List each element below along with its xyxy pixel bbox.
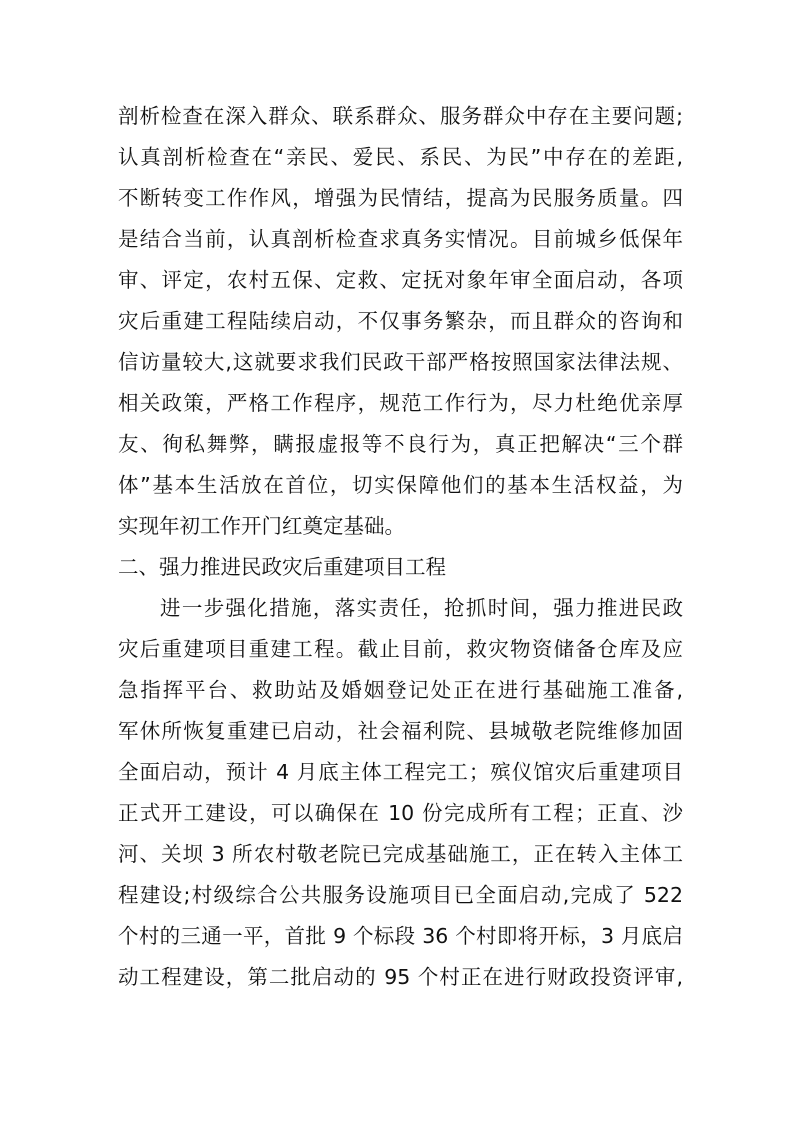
section-paragraph-line: 军休所恢复重建已启动，社会福利院、县城敬老院维修加固 xyxy=(118,719,683,743)
paragraph-line: 友、徇私舞弊，瞒报虚报等不良行为，真正把解决“三个群 xyxy=(118,432,683,456)
section-paragraph-line: 进一步强化措施，落实责任，抢抓时间，强力推进民政 xyxy=(160,596,683,620)
paragraph-line: 实现年初工作开门红奠定基础。 xyxy=(118,514,405,538)
paragraph-line: 相关政策，严格工作程序，规范工作行为，尽力杜绝优亲厚 xyxy=(118,391,683,415)
section-paragraph-line: 程建设;村级综合公共服务设施项目已全面启动,完成了 522 xyxy=(118,883,683,907)
section-paragraph-line: 个村的三通一平，首批 9 个标段 36 个村即将开标，3 月底启 xyxy=(118,924,683,948)
section-paragraph-line: 动工程建设，第二批启动的 95 个村正在进行财政投资评审, xyxy=(118,965,683,989)
section-paragraph-line: 灾后重建项目重建工程。截止目前，救灾物资储备仓库及应 xyxy=(118,637,683,661)
paragraph-line: 信访量较大,这就要求我们民政干部严格按照国家法律法规、 xyxy=(118,350,683,374)
paragraph-line: 体”基本生活放在首位，切实保障他们的基本生活权益，为 xyxy=(118,473,683,497)
paragraph-line: 审、评定，农村五保、定救、定抚对象年审全面启动，各项 xyxy=(118,268,683,292)
paragraph-line: 认真剖析检查在“亲民、爱民、系民、为民”中存在的差距, xyxy=(118,145,683,169)
section-paragraph-line: 急指挥平台、救助站及婚姻登记处正在进行基础施工准备, xyxy=(118,678,683,702)
paragraph-line: 灾后重建工程陆续启动，不仅事务繁杂，而且群众的咨询和 xyxy=(118,309,683,333)
section-paragraph-line: 正式开工建设，可以确保在 10 份完成所有工程；正直、沙 xyxy=(118,801,683,825)
paragraph-line: 是结合当前，认真剖析检查求真务实情况。目前城乡低保年 xyxy=(118,227,683,251)
section-heading: 二、强力推进民政灾后重建项目工程 xyxy=(118,555,446,579)
section-paragraph-line: 全面启动，预计 4 月底主体工程完工；殡仪馆灾后重建项目 xyxy=(118,760,683,784)
paragraph-line: 剖析检查在深入群众、联系群众、服务群众中存在主要问题; xyxy=(118,104,683,128)
section-paragraph-line: 河、关坝 3 所农村敬老院已完成基础施工，正在转入主体工 xyxy=(118,842,683,866)
paragraph-line: 不断转变工作作风，增强为民情结，提高为民服务质量。四 xyxy=(118,186,683,210)
